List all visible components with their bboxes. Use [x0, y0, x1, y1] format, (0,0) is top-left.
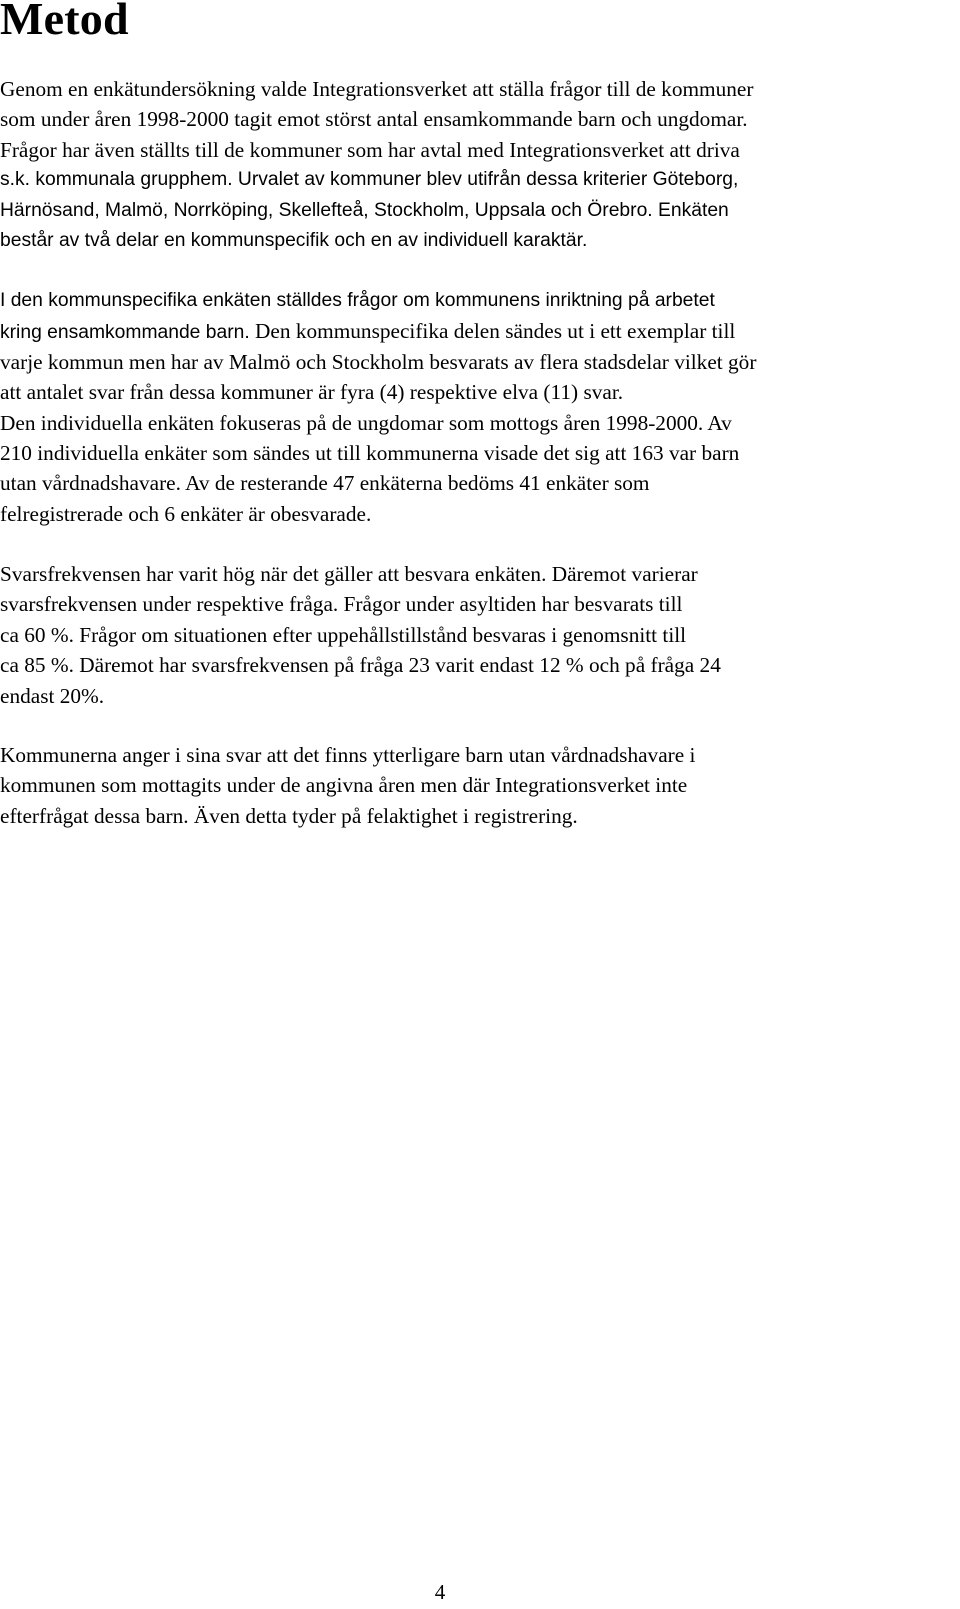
text-line: efterfrågat dessa barn. Även detta tyder på felaktighet i registrering. [0, 803, 578, 828]
text-line: Frågor har även ställts till de kommuner som har avtal med Integrationsverket att driva [0, 137, 740, 162]
text-segment: kring ensamkommande barn. [0, 322, 250, 344]
text-line: felregistrerade och 6 enkäter är obesvarade. [0, 501, 372, 526]
text-line: Svarsfrekvensen har varit hög när det gäller att besvara enkäten. Däremot varierar [0, 562, 698, 586]
page-title: Metod [0, 0, 129, 44]
text-line: utan vårdnadshavare. Av de resterande 47 enkäterna bedöms 41 enkäter som [0, 471, 650, 496]
text-line: Härnösand, Malmö, Norrköping, Skellefteå, Stockholm, Uppsala och Örebro. Enkäten [0, 199, 729, 221]
text-line: endast 20%. [0, 683, 105, 708]
text-line: kommunen som mottagits under de angivna åren men där Integrationsverket inte [0, 773, 688, 798]
text-line: varje kommun men har av Malmö och Stockholm besvarats av flera stadsdelar vilket gör [0, 349, 757, 374]
text-line: Kommunerna anger i sina svar att det finns ytterligare barn utan vårdnadshavare i [0, 743, 696, 767]
page-number: 4 [434, 1580, 446, 1604]
text-line: 210 individuella enkäter som sändes ut till kommunerna visade det sig att 163 var barn [0, 440, 740, 465]
text-line: s.k. kommunala grupphem. Urvalet av kommuner blev utifrån dessa kriterier Göteborg, [0, 169, 739, 191]
text-line: ca 60 %. Frågor om situationen efter uppehållstillstånd besvaras i genomsnitt till [0, 622, 687, 647]
text-line-mixed [0, 316, 958, 346]
text-line: Den individuella enkäten fokuseras på de ungdomar som mottogs åren 1998-2000. Av [0, 410, 732, 435]
text-line: I den kommunspecifika enkäten ställdes frågor om kommunens inriktning på arbetet [0, 290, 715, 311]
text-line: ca 85 %. Däremot har svarsfrekvensen på fråga 23 varit endast 12 % och på fråga 24 [0, 653, 721, 678]
text-line: Genom en enkätundersökning valde Integrationsverket att ställa frågor till de kommuner [0, 77, 754, 101]
paragraph-1 [0, 74, 958, 256]
text-line: består av två delar en kommunspecifik och en av individuell karaktär. [0, 229, 588, 251]
paragraph-2 [0, 286, 958, 529]
paragraph-4 [0, 740, 958, 831]
paragraph-3 [0, 559, 958, 711]
text-segment: Den kommunspecifika delen sändes ut i ett exemplar till [249, 319, 736, 344]
text-line: som under åren 1998-2000 tagit emot störst antal ensamkommande barn och ungdomar. [0, 107, 748, 132]
text-line: att antalet svar från dessa kommuner är fyra (4) respektive elva (11) svar. [0, 380, 624, 405]
text-line: svarsfrekvensen under respektive fråga. Frågor under asyltiden har besvarats till [0, 592, 683, 617]
